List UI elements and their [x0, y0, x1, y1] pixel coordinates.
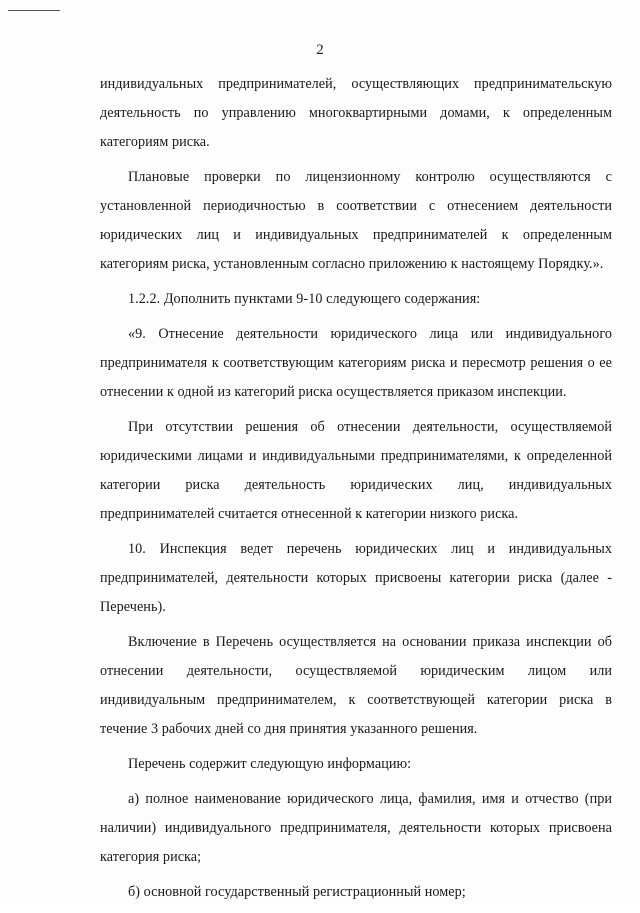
paragraph-item-10: 10. Инспекция ведет перечень юридических лиц и индивидуальных предпринимателей, деятельности которых присвоены категории риска (далее - Перечень).: [100, 541, 612, 615]
paragraph-continuation: индивидуальных предпринимателей, осуществляющих предпринимательскую деятельность по управлению многоквартирными домами, к определенным категориям риска.: [100, 76, 612, 150]
corner-line-mark: [8, 10, 60, 12]
paragraph-inclusion: Включение в Перечень осуществляется на основании приказа инспекции об отнесении деятельности, осуществляемой юридическим лицом или индивидуальным предпринимателем, к соответствующей категории риска в течение 3 рабочих дней со дня принятия указанного решения.: [100, 634, 612, 737]
paragraph-amendment-1-2-2: 1.2.2. Дополнить пунктами 9-10 следующего содержания:: [128, 291, 481, 307]
page-number: 2: [316, 42, 324, 58]
paragraph-list-contents: Перечень содержит следующую информацию:: [128, 756, 412, 772]
paragraph-planned-inspections: Плановые проверки по лицензионному контролю осуществляются с установленной периодичностью в соответствии с отнесением деятельности юридических лиц и индивидуальных предпринимателей к определенным категориям риска, установленным согласно приложению к настоящему Порядку.».: [100, 169, 612, 272]
paragraph-subitem-b: б) основной государственный регистрационный номер;: [128, 884, 466, 900]
document-body: [100, 70, 612, 913]
paragraph-item-9: «9. Отнесение деятельности юридического лица или индивидуального предпринимателя к соответствующим категориям риска и пересмотр решения о ее отнесении к одной из категорий риска осуществляется приказом инспекции.: [100, 326, 612, 400]
paragraph-no-decision: При отсутствии решения об отнесении деятельности, осуществляемой юридическими лицами и индивидуальными предпринимателями, к определенной категории риска деятельность юридических лиц, индивидуальных предпринимателей считается отнесенной к категории низкого риска.: [100, 419, 612, 522]
paragraph-subitem-a: а) полное наименование юридического лица, фамилия, имя и отчество (при наличии) индивидуального предпринимателя, деятельности которых присвоена категория риска;: [100, 791, 612, 865]
